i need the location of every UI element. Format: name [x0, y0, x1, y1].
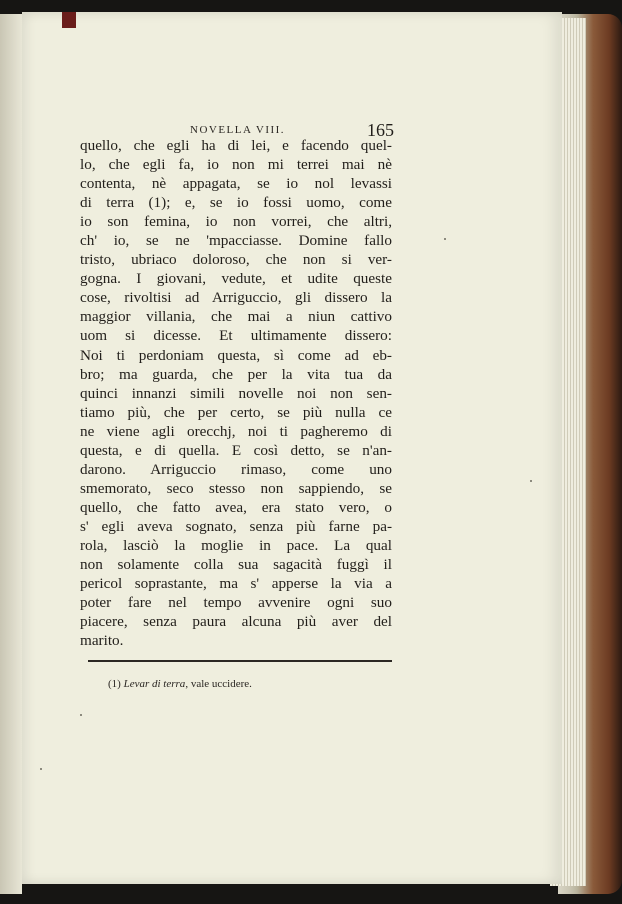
text-line: smemorato, seco stesso non sappiendo, se — [80, 479, 392, 497]
paper-speck — [40, 768, 42, 770]
running-title: NOVELLA VIII. — [190, 124, 286, 136]
text-line: non solamente colla sua sagacità fuggì il — [80, 556, 392, 574]
text-line: piacere, senza paura alcuna più aver del — [80, 613, 392, 631]
text-line: di terra (1); e, se io fossi uomo, come — [80, 194, 392, 212]
body-text — [80, 136, 392, 650]
text-line: uom si dicesse. Et ultimamente dissero: — [80, 327, 392, 345]
text-line-last: marito. — [80, 632, 124, 650]
text-line: gogna. I giovani, vedute, et udite queste — [80, 270, 392, 288]
text-line: darono. Arriguccio rimaso, come uno — [80, 460, 392, 478]
footnote-rule — [88, 660, 392, 662]
text-line: ch' io, se ne 'mpacciasse. Domine fallo — [80, 232, 392, 250]
paper-speck — [80, 714, 82, 716]
text-line: quello, che egli ha di lei, e facendo quel- — [80, 137, 392, 154]
text-line: poter fare nel tempo avvenire ogni suo — [80, 594, 392, 612]
text-line: tristo, ubriaco doloroso, che non si ver- — [80, 251, 392, 269]
paper-speck — [444, 238, 446, 240]
text-line: rola, lasciò la moglie in pace. La qual — [80, 536, 392, 554]
text-line: s' egli aveva sognato, senza più farne pa- — [80, 517, 392, 535]
text-line: ne viene agli orecchj, noi ti pagheremo di — [80, 422, 392, 440]
page-number: 165 — [367, 120, 394, 140]
text-line: maggior villania, che mai a niun cattivo — [80, 308, 392, 326]
text-line: bro; ma guarda, che per la vita tua da — [80, 365, 392, 383]
text-line: quinci innanzi simili novelle noi non sen- — [80, 384, 392, 402]
text-line: cose, rivoltisi ad Arriguccio, gli dissero la — [80, 289, 392, 307]
text-line: questa, e di quella. E così detto, se n'an- — [80, 441, 392, 459]
footnote — [108, 678, 252, 690]
text-line: Noi ti perdoniam questa, sì come ad eb- — [80, 346, 392, 364]
text-line: io son femina, io non vorrei, che altri, — [80, 213, 392, 231]
paper-speck — [530, 480, 532, 482]
footnote-gloss: , vale uccidere. — [185, 678, 252, 690]
text-line: quello, che fatto avea, era stato vero, o — [80, 498, 392, 516]
text-line: contenta, nè appagata, se io nol levassi — [80, 175, 392, 193]
text-line: pericol soprastante, ma s' apperse la via a — [80, 575, 392, 593]
text-line: lo, che egli fa, io non mi terrei mai nè — [80, 156, 392, 174]
footnote-marker: (1) — [108, 678, 121, 690]
left-page-edge — [0, 14, 22, 894]
text-line: tiamo più, che per certo, se più nulla ce — [80, 403, 392, 421]
footnote-term: Levar di terra — [123, 678, 186, 690]
bookmark-ribbon — [62, 12, 76, 28]
